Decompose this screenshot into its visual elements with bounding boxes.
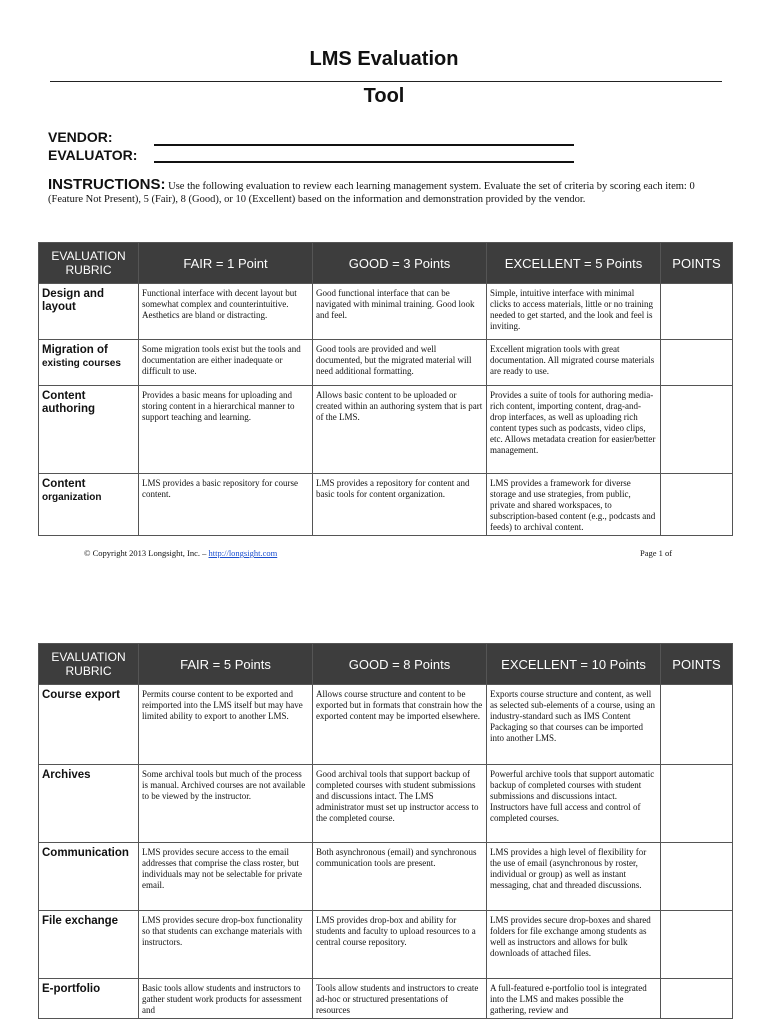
points-cell[interactable] bbox=[661, 474, 733, 536]
points-cell[interactable] bbox=[661, 284, 733, 340]
page-title-line2: Tool bbox=[363, 85, 405, 107]
rubric-table-1 bbox=[38, 242, 733, 536]
header-rubric: EVALUATION RUBRIC bbox=[39, 644, 139, 685]
points-cell[interactable] bbox=[661, 979, 733, 1019]
good-cell: Both asynchronous (email) and synchronous communication tools are present. bbox=[313, 843, 487, 911]
points-cell[interactable] bbox=[661, 685, 733, 765]
fair-cell: Provides a basic means for uploading and storing content in a hierarchical manner to support teaching and learning. bbox=[139, 386, 313, 474]
excellent-cell: LMS provides a high level of flexibility for the use of email (asynchronous by roster, individual or group) as well as instant messaging, chat and threaded discussions. bbox=[487, 843, 661, 911]
vendor-field[interactable] bbox=[154, 144, 574, 146]
criterion-cell bbox=[39, 474, 139, 536]
excellent-cell: Simple, intuitive interface with minimal clicks to access materials, little or no training needed to get started, and the look and feel is inviting. bbox=[487, 284, 661, 340]
points-cell[interactable] bbox=[661, 765, 733, 843]
header-excellent: EXCELLENT = 10 Points bbox=[487, 644, 661, 685]
table-header-row bbox=[39, 243, 733, 284]
fair-cell: Permits course content to be exported and reimported into the LMS itself but may have limited ability to export to another LMS. bbox=[139, 685, 313, 765]
footer-link[interactable]: http://longsight.com bbox=[208, 548, 278, 558]
header-points: POINTS bbox=[661, 644, 733, 685]
fair-cell: Functional interface with decent layout but somewhat complex and counterintuitive. Aesthetics are bland or distracting. bbox=[139, 284, 313, 340]
instructions-heading: INSTRUCTIONS: bbox=[48, 176, 166, 193]
fair-cell: LMS provides a basic repository for course content. bbox=[139, 474, 313, 536]
points-cell[interactable] bbox=[661, 843, 733, 911]
evaluator-label: EVALUATOR: bbox=[48, 147, 138, 163]
fair-cell: Some migration tools exist but the tools and documentation are either inadequate or difficult to use. bbox=[139, 340, 313, 386]
criterion-cell bbox=[39, 340, 139, 386]
fair-cell: LMS provides secure access to the email addresses that comprise the class roster, but individuals may not be selectable for private email. bbox=[139, 843, 313, 911]
copyright-text: © Copyright 2013 Longsight, Inc. – bbox=[84, 548, 207, 558]
criterion-cell: Course export bbox=[39, 685, 139, 765]
page-number: Page 1 of bbox=[640, 548, 673, 558]
criterion-cell: Archives bbox=[39, 765, 139, 843]
points-cell[interactable] bbox=[661, 911, 733, 979]
header-excellent: EXCELLENT = 5 Points bbox=[487, 243, 661, 284]
points-cell[interactable] bbox=[661, 340, 733, 386]
criterion-cell bbox=[39, 284, 139, 340]
table-row bbox=[39, 685, 733, 765]
table-row bbox=[39, 386, 733, 474]
excellent-cell: A full-featured e-portfolio tool is integrated into the LMS and makes possible the gathering, review and bbox=[487, 979, 661, 1019]
footer-copyright bbox=[84, 548, 277, 558]
criterion-sublabel: organization bbox=[42, 492, 102, 503]
criterion-label: Migration of bbox=[42, 344, 108, 356]
excellent-cell: Powerful archive tools that support automatic backup of completed courses with student submissions and discussions intact. Instructors have full access and control of completed courses. bbox=[487, 765, 661, 843]
instructions-text: Use the following evaluation to review each learning management system. Evaluate the set of criteria by scoring each item: 0 (Feature Not Present), 5 (Fair), 8 (Good), or 10 (Excellent) based on the information and demonstration provided by the vendor. bbox=[48, 181, 695, 205]
good-cell: Good tools are provided and well documented, but the migrated material will need additional formatting. bbox=[313, 340, 487, 386]
criterion-label: Design and layout bbox=[42, 288, 104, 313]
good-cell: LMS provides a repository for content and basic tools for content organization. bbox=[313, 474, 487, 536]
criterion-label: Content authoring bbox=[42, 390, 96, 415]
vendor-label: VENDOR: bbox=[48, 129, 113, 145]
table-row bbox=[39, 284, 733, 340]
fair-cell: Some archival tools but much of the process is manual. Archived courses are not available to be viewed by the instructor. bbox=[139, 765, 313, 843]
table-row bbox=[39, 474, 733, 536]
header-points: POINTS bbox=[661, 243, 733, 284]
table-row bbox=[39, 765, 733, 843]
table-row bbox=[39, 979, 733, 1019]
page-title: LMS Evaluation bbox=[309, 48, 459, 70]
table-row bbox=[39, 843, 733, 911]
good-cell: Allows basic content to be uploaded or created within an authoring system that is part of the LMS. bbox=[313, 386, 487, 474]
excellent-cell: Exports course structure and content, as well as selected sub-elements of a course, using an industry-standard such as IMS Content Packaging so that courses can be imported into another LMS. bbox=[487, 685, 661, 765]
header-fair: FAIR = 5 Points bbox=[139, 644, 313, 685]
criterion-sublabel: existing courses bbox=[42, 358, 121, 369]
good-cell: Good archival tools that support backup of completed courses with student submissions and discussions intact. The LMS administrator must set up instructor access to the completed course. bbox=[313, 765, 487, 843]
header-good: GOOD = 3 Points bbox=[313, 243, 487, 284]
excellent-cell: LMS provides secure drop-boxes and shared folders for file exchange among students as well as instructors and allows for bulk downloads of attached files. bbox=[487, 911, 661, 979]
excellent-cell: Provides a suite of tools for authoring media-rich content, importing content, drag-and-drop interfaces, as well as uploading rich content types such as podcasts, video clips, etc. Allows metadata creation for easier/better management. bbox=[487, 386, 661, 474]
points-cell[interactable] bbox=[661, 386, 733, 474]
fair-cell: Basic tools allow students and instructors to gather student work products for assessment and bbox=[139, 979, 313, 1019]
header-rubric: EVALUATION RUBRIC bbox=[39, 243, 139, 284]
criterion-label: Content bbox=[42, 478, 86, 490]
header-good: GOOD = 8 Points bbox=[313, 644, 487, 685]
header-fair: FAIR = 1 Point bbox=[139, 243, 313, 284]
criterion-cell: File exchange bbox=[39, 911, 139, 979]
criterion-cell bbox=[39, 386, 139, 474]
evaluator-field[interactable] bbox=[154, 161, 574, 163]
excellent-cell: LMS provides a framework for diverse storage and use strategies, from public, private and shared workspaces, to subscription-based content (e.g., podcasts and feeds) to archival content. bbox=[487, 474, 661, 536]
table-header-row bbox=[39, 644, 733, 685]
good-cell: LMS provides drop-box and ability for students and faculty to upload resources to a central course repository. bbox=[313, 911, 487, 979]
excellent-cell: Excellent migration tools with great documentation. All migrated course materials are ready to use. bbox=[487, 340, 661, 386]
good-cell: Good functional interface that can be navigated with minimal training. Good look and feel. bbox=[313, 284, 487, 340]
rubric-table-2 bbox=[38, 643, 733, 1019]
table-row bbox=[39, 911, 733, 979]
fair-cell: LMS provides secure drop-box functionality so that students can exchange materials with instructors. bbox=[139, 911, 313, 979]
good-cell: Allows course structure and content to be exported but in formats that constrain how the exported content may be imported elsewhere. bbox=[313, 685, 487, 765]
good-cell: Tools allow students and instructors to create ad-hoc or structured presentations of resources bbox=[313, 979, 487, 1019]
criterion-cell: Communication bbox=[39, 843, 139, 911]
title-divider bbox=[50, 81, 722, 82]
criterion-cell: E-portfolio bbox=[39, 979, 139, 1019]
instructions bbox=[48, 178, 708, 206]
table-row bbox=[39, 340, 733, 386]
